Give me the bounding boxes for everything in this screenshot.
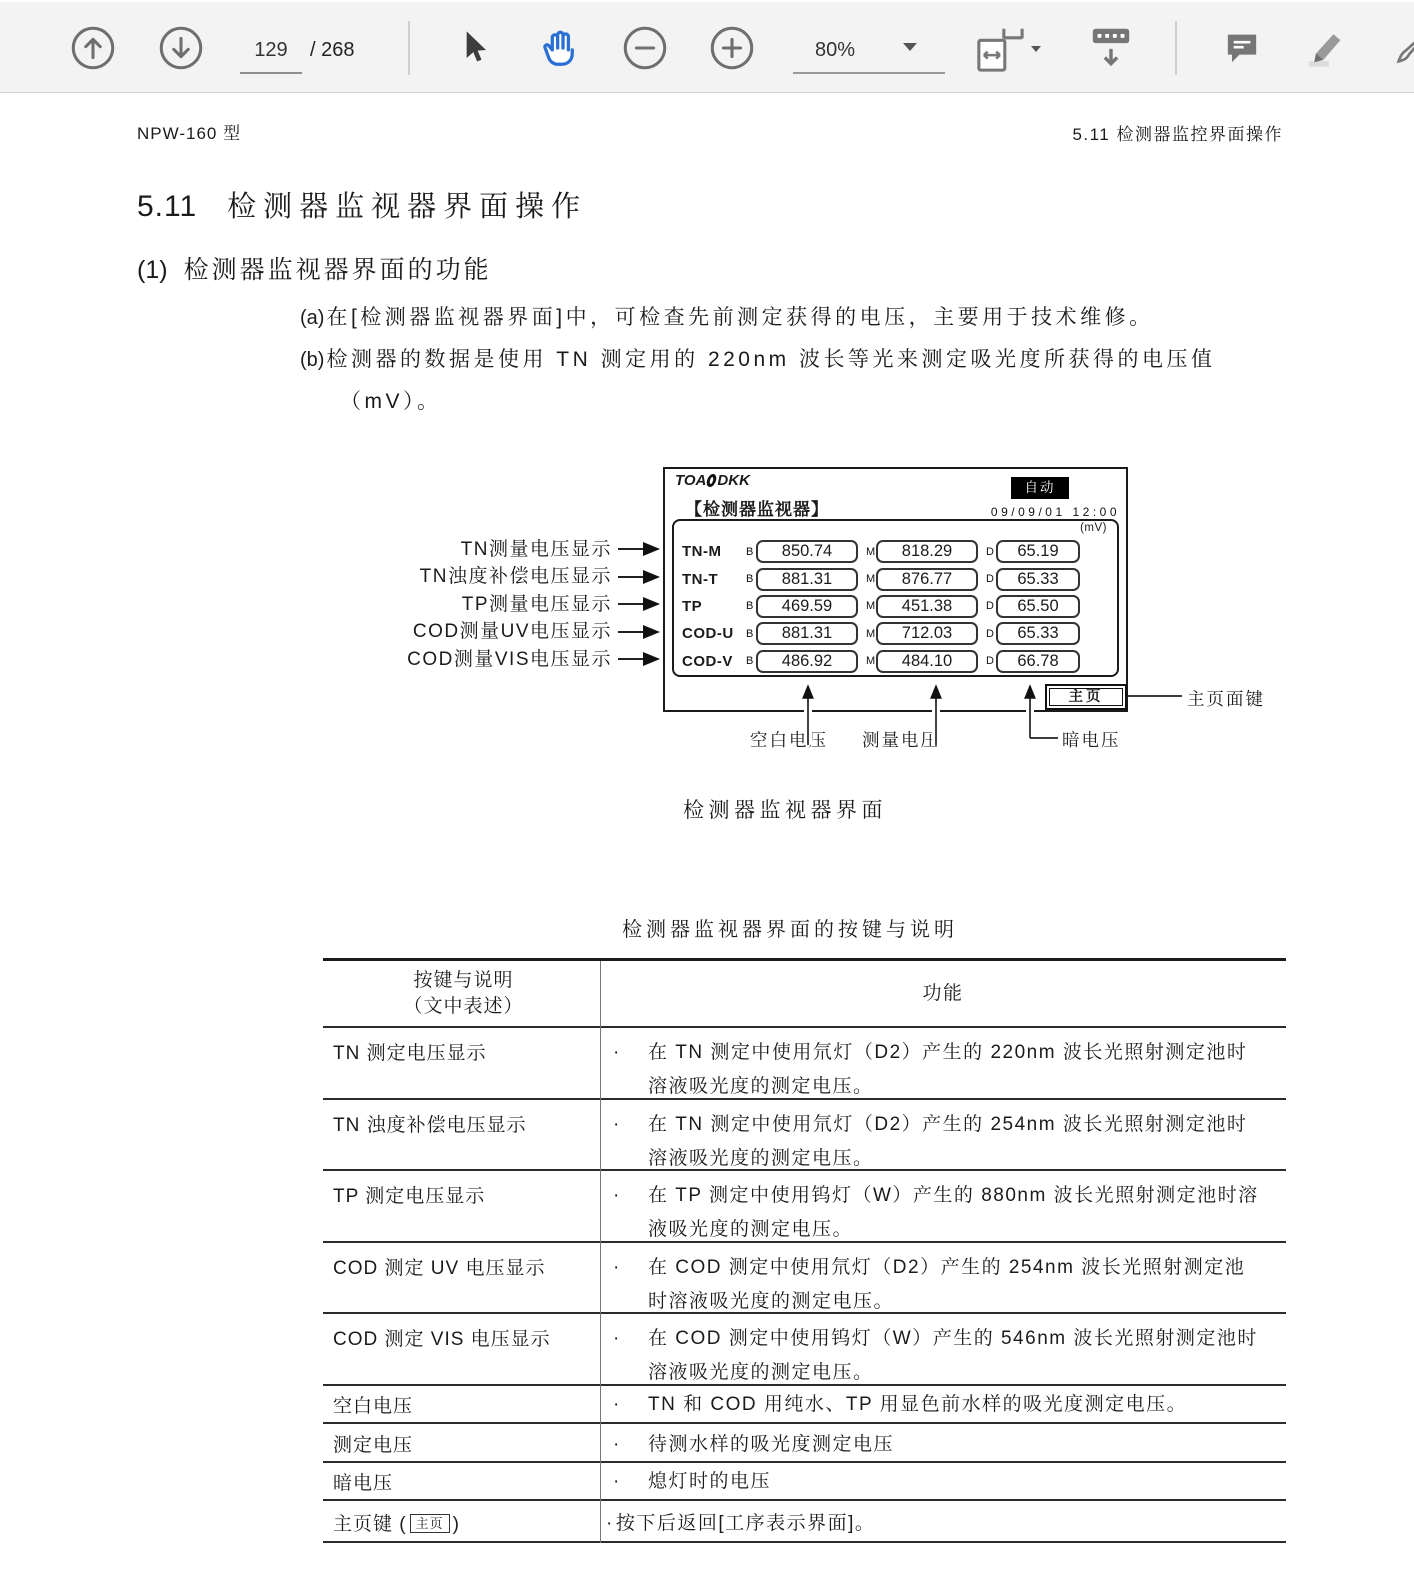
toadkk-logo [675,472,750,489]
row-key: 空白电压 [333,1395,414,1417]
home-key-text: 主页键 ( [333,1513,407,1535]
table-row [323,1243,1286,1315]
previous-page-icon [70,58,116,75]
zoom-dropdown-icon[interactable] [903,43,917,51]
prefix-b: B [746,627,754,640]
desc-line: 熄灯时的电压 [648,1470,772,1492]
callout-measure-voltage: 测量电压 [862,730,940,750]
table-title: 检测器监视器界面的按键与说明 [622,919,958,941]
sign-icon [1392,55,1414,72]
callout-blank-voltage: 空白电压 [750,730,828,750]
value-box: 486.92 [756,650,858,673]
row-desc [600,1314,1286,1384]
desc-line: 在 TN 测定中使用氘灯（D2）产生的 254nm 波长光照射测定池时 [648,1113,1248,1135]
voltage-panel [672,519,1119,677]
pdf-toolbar [0,2,1414,93]
value-box: 65.33 [996,568,1080,591]
table-column-divider [600,961,601,1543]
value-box: 65.33 [996,622,1080,645]
row-label: COD-V [682,652,733,670]
previous-page-button[interactable] [70,25,116,76]
page-number-input[interactable]: 129 [240,28,302,74]
desc-line: 溶液吸光度的测定电压。 [648,1147,874,1169]
paragraph-b-continuation: （mV）。 [340,390,442,413]
monitor-home-button-label: 主页 [1049,688,1123,706]
prefix-d: D [986,573,994,586]
table-header-row [323,961,1286,1028]
voltage-row-cod-u [682,620,1113,647]
item-title-text: 检测器监视器界面的功能 [183,256,492,284]
row-desc [600,1386,1286,1422]
zoom-level-select[interactable]: 80% [814,39,856,61]
bullet: · [613,1470,621,1492]
item-title [137,250,492,286]
row-desc [600,1243,1286,1313]
prefix-m: M [866,600,876,613]
bullet: · [613,1433,621,1455]
figure-caption: 检测器监视器界面 [683,799,887,822]
left-callout-labels [388,536,612,673]
detector-monitor-figure [663,467,1128,712]
header-keys [323,961,600,1026]
home-key-text: ) [452,1513,460,1535]
row-label: TN-M [682,543,722,561]
prefix-d: D [986,627,994,640]
row-key: 测定电压 [333,1434,414,1456]
row-desc [600,1424,1286,1461]
table-row [323,1100,1286,1172]
callout-tn-measure: TN测量电压显示 [460,539,612,560]
prefix-d: D [986,600,994,613]
next-page-button[interactable] [158,25,204,76]
voltage-row-tp [682,593,1113,620]
row-key: COD 测定 UV 电压显示 [333,1257,546,1279]
running-header-left: NPW-160 型 [137,124,242,143]
row-key: TN 测定电压显示 [333,1043,487,1064]
highlight-button[interactable] [1305,26,1349,75]
select-tool-button[interactable] [455,28,495,73]
row-desc [600,1463,1286,1499]
desc-line: 在 COD 测定中使用氘灯（D2）产生的 254nm 波长光照射测定池 [648,1256,1246,1278]
keys-description-table [323,958,1286,1543]
voltage-row-cod-v [682,648,1113,675]
row-desc [600,1171,1286,1241]
logo-right-text: DKK [717,472,750,489]
highlight-icon [1305,57,1349,74]
value-box: 818.29 [876,540,978,563]
voltage-row-tn-m [682,538,1113,565]
fit-width-button[interactable] [975,23,1025,78]
zoom-out-icon [622,58,668,75]
paragraph-b [300,343,1216,373]
bullet: · [613,1113,621,1135]
toolbar-divider [408,21,410,75]
bullet: · [606,1512,614,1534]
zoom-select-underline [793,72,945,74]
callout-cod-vis: COD测量VIS电压显示 [407,648,612,670]
callout-tn-turbidity: TN浊度补偿电压显示 [419,566,612,588]
prefix-m: M [866,545,876,558]
value-box: 469.59 [756,595,858,618]
value-box: 850.74 [756,540,858,563]
row-desc [600,1028,1286,1098]
table-row [323,1424,1286,1463]
value-box: 712.03 [876,622,978,645]
desc-line: 待测水样的吸光度测定电压 [648,1433,895,1455]
item-number: (1) [137,256,168,284]
unit-label: (mV) [1080,522,1107,534]
row-desc [600,1100,1286,1170]
bullet: · [613,1256,621,1278]
value-box: 484.10 [876,650,978,673]
row-desc [600,1501,1286,1542]
toolbar-divider [1175,21,1177,75]
table-row [323,1386,1286,1424]
value-box: 881.31 [756,622,858,645]
prefix-d: D [986,655,994,668]
desc-line: 在 COD 测定中使用钨灯（W）产生的 546nm 波长光照射测定池时 [648,1328,1258,1349]
row-key: 暗电压 [333,1472,394,1494]
value-box: 876.77 [876,568,978,591]
zoom-out-button[interactable] [622,25,668,76]
home-key-box: 主页 [410,1514,450,1533]
fit-mode-dropdown-icon[interactable] [1031,46,1041,52]
desc-line: 液吸光度的测定电压。 [648,1219,854,1240]
row-key: TN 浊度补偿电压显示 [333,1114,527,1136]
value-box: 66.78 [996,650,1080,673]
select-tool-icon [455,55,495,72]
screen-datetime: 09/09/01 12:00 [990,505,1120,519]
table-row [323,1028,1286,1100]
callout-dark-voltage: 暗电压 [1062,730,1121,750]
value-box: 65.50 [996,595,1080,618]
prefix-m: M [866,655,876,668]
paragraph-a-marker: (a) [300,307,325,329]
header-function: 功能 [922,982,964,1004]
callout-cod-uv: COD测量UV电压显示 [412,621,612,643]
screen-title: 【检测器监视器】 [685,500,829,519]
desc-line: 在 TP 测定中使用钨灯（W）产生的 880nm 波长光照射测定池时溶 [648,1185,1259,1206]
prefix-b: B [746,600,754,613]
table-row [323,1171,1286,1243]
desc-line: 时溶液吸光度的测定电压。 [648,1290,895,1312]
comment-icon [1222,55,1262,72]
table-row [323,1463,1286,1501]
desc-line: 在 TN 测定中使用氘灯（D2）产生的 220nm 波长光照射测定池时 [648,1042,1248,1063]
hand-tool-icon [536,58,582,75]
running-header-right: 5.11 检测器监控界面操作 [1072,125,1283,144]
table-row [323,1314,1286,1386]
prefix-b: B [746,655,754,668]
comment-button[interactable] [1222,28,1262,73]
page-scroll-icon [1088,58,1134,75]
value-box: 65.19 [996,540,1080,563]
row-key: COD 测定 VIS 电压显示 [333,1329,551,1350]
paragraph-b-marker: (b) [300,349,325,371]
callout-home-key: 主页面键 [1187,689,1265,709]
row-key [323,1501,600,1542]
logo-left-text: TOA [675,472,707,489]
fit-width-icon [975,60,1025,77]
section-title [137,184,587,225]
bullet: · [613,1042,621,1063]
desc-line: 按下后返回[工序表示界面]。 [615,1512,876,1534]
zoom-in-icon [709,58,755,75]
desc-line: TN 和 COD 用纯水、TP 用显色前水样的吸光度测定电压。 [648,1393,1188,1415]
row-label: TN-T [682,570,719,588]
bullet: · [613,1393,621,1415]
callout-tp-measure: TP测量电压显示 [461,593,612,615]
zoom-in-button[interactable] [709,25,755,76]
section-title-text: 检测器监视器界面操作 [227,191,588,223]
section-number: 5.11 [137,190,198,223]
prefix-d: D [986,545,994,558]
voltage-rows [682,538,1113,675]
row-key: TP 测定电压显示 [333,1186,486,1207]
prefix-m: M [866,573,876,586]
bullet: · [613,1328,621,1349]
next-page-icon [158,58,204,75]
desc-line: 溶液吸光度的测定电压。 [648,1362,874,1383]
row-label: TP [682,597,703,615]
bullet: · [613,1185,621,1206]
header-keys-line2: （文中表述） [403,996,524,1017]
hand-tool-button[interactable] [536,25,582,76]
row-label: COD-U [682,625,734,643]
page-total-label: / 268 [310,39,355,61]
value-box: 881.31 [756,568,858,591]
value-box: 451.38 [876,595,978,618]
page-scrolling-button[interactable] [1088,23,1134,76]
paragraph-b-text: 检测器的数据是使用 TN 测定用的 220nm 波长等光来测定吸光度所获得的电压值 [326,348,1216,371]
monitor-home-button [1045,684,1127,710]
mode-badge: 自动 [1011,477,1069,499]
header-keys-line1: 按键与说明 [413,970,514,991]
voltage-row-tn-t [682,565,1113,592]
prefix-m: M [866,627,876,640]
prefix-b: B [746,545,754,558]
paragraph-a [300,301,1154,331]
desc-line: 溶液吸光度的测定电压。 [648,1076,874,1097]
prefix-b: B [746,573,754,586]
table-row-home-key [323,1501,1286,1544]
paragraph-a-text: 在[检测器监视器界面]中，可检查先前测定获得的电压，主要用于技术维修。 [326,306,1154,329]
sign-button[interactable] [1392,28,1414,73]
left-arrows [618,549,658,659]
